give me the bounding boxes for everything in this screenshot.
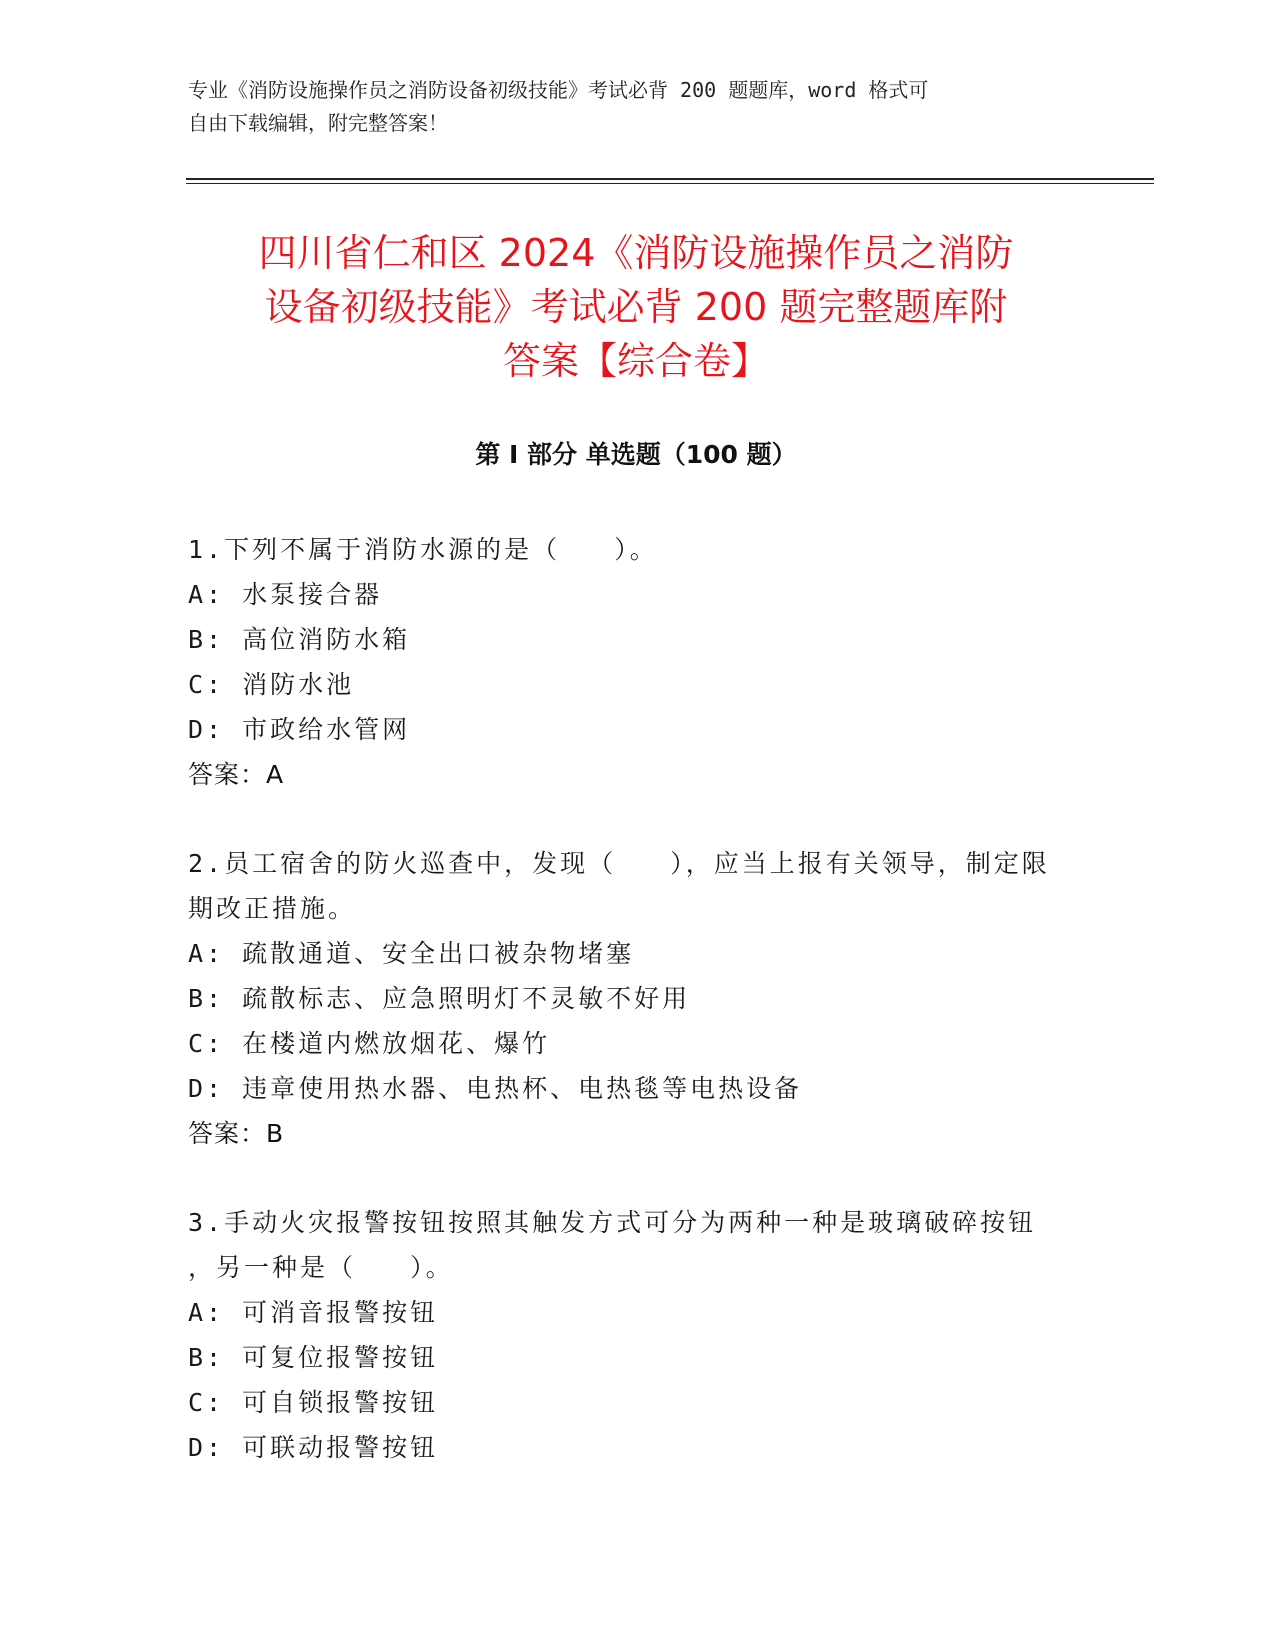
question-stem-line-1: 2.员工宿舍的防火巡查中，发现（ ），应当上报有关领导，制定限 [188,849,1050,878]
document-title-line-1: 四川省仁和区 2024《消防设施操作员之消防 [258,231,1014,275]
option-b: B: 疏散标志、应急照明灯不灵敏不好用 [188,984,691,1013]
option-d: D: 市政给水管网 [188,715,411,744]
option-c: C: 可自锁报警按钮 [188,1388,439,1417]
option-d: D: 可联动报警按钮 [188,1433,439,1462]
document-title-line-2: 设备初级技能》考试必背 200 题完整题库附 [264,285,1008,329]
question-stem-line-2: ，另一种是（ ）。 [188,1253,454,1282]
option-a: A: 疏散通道、安全出口被杂物堵塞 [188,939,635,968]
question-list [188,527,1068,1514]
answer-label: 答案：B [188,1119,285,1148]
option-c: C: 消防水池 [188,670,355,699]
document-title [186,226,1086,388]
question-stem-line-1: 3.手动火灾报警按钮按照其触发方式可分为两种一种是玻璃破碎按钮 [188,1208,1037,1237]
option-b: B: 可复位报警按钮 [188,1343,439,1372]
option-a: A: 可消音报警按钮 [188,1298,439,1327]
header-note [188,74,1088,140]
question-2 [188,841,1068,1156]
answer-label: 答案：A [188,760,285,789]
section-title: 第 I 部分 单选题（100 题） [475,440,797,469]
option-c: C: 在楼道内燃放烟花、爆竹 [188,1029,551,1058]
option-b: B: 高位消防水箱 [188,625,411,654]
header-divider-thin [186,183,1154,184]
header-note-line-2: 自由下载编辑，附完整答案！ [188,111,448,135]
option-d: D: 违章使用热水器、电热杯、电热毯等电热设备 [188,1074,803,1103]
question-1 [188,527,1068,797]
option-a: A: 水泵接合器 [188,580,383,609]
header-divider-thick [186,178,1154,180]
question-stem-line-2: 期改正措施。 [188,894,357,923]
question-3 [188,1200,1068,1470]
header-note-line-1: 专业《消防设施操作员之消防设备初级技能》考试必背 200 题题库，word 格式可 [188,78,929,102]
document-title-line-3: 答案【综合卷】 [502,339,769,383]
question-stem: 1.下列不属于消防水源的是（ ）。 [188,535,658,564]
